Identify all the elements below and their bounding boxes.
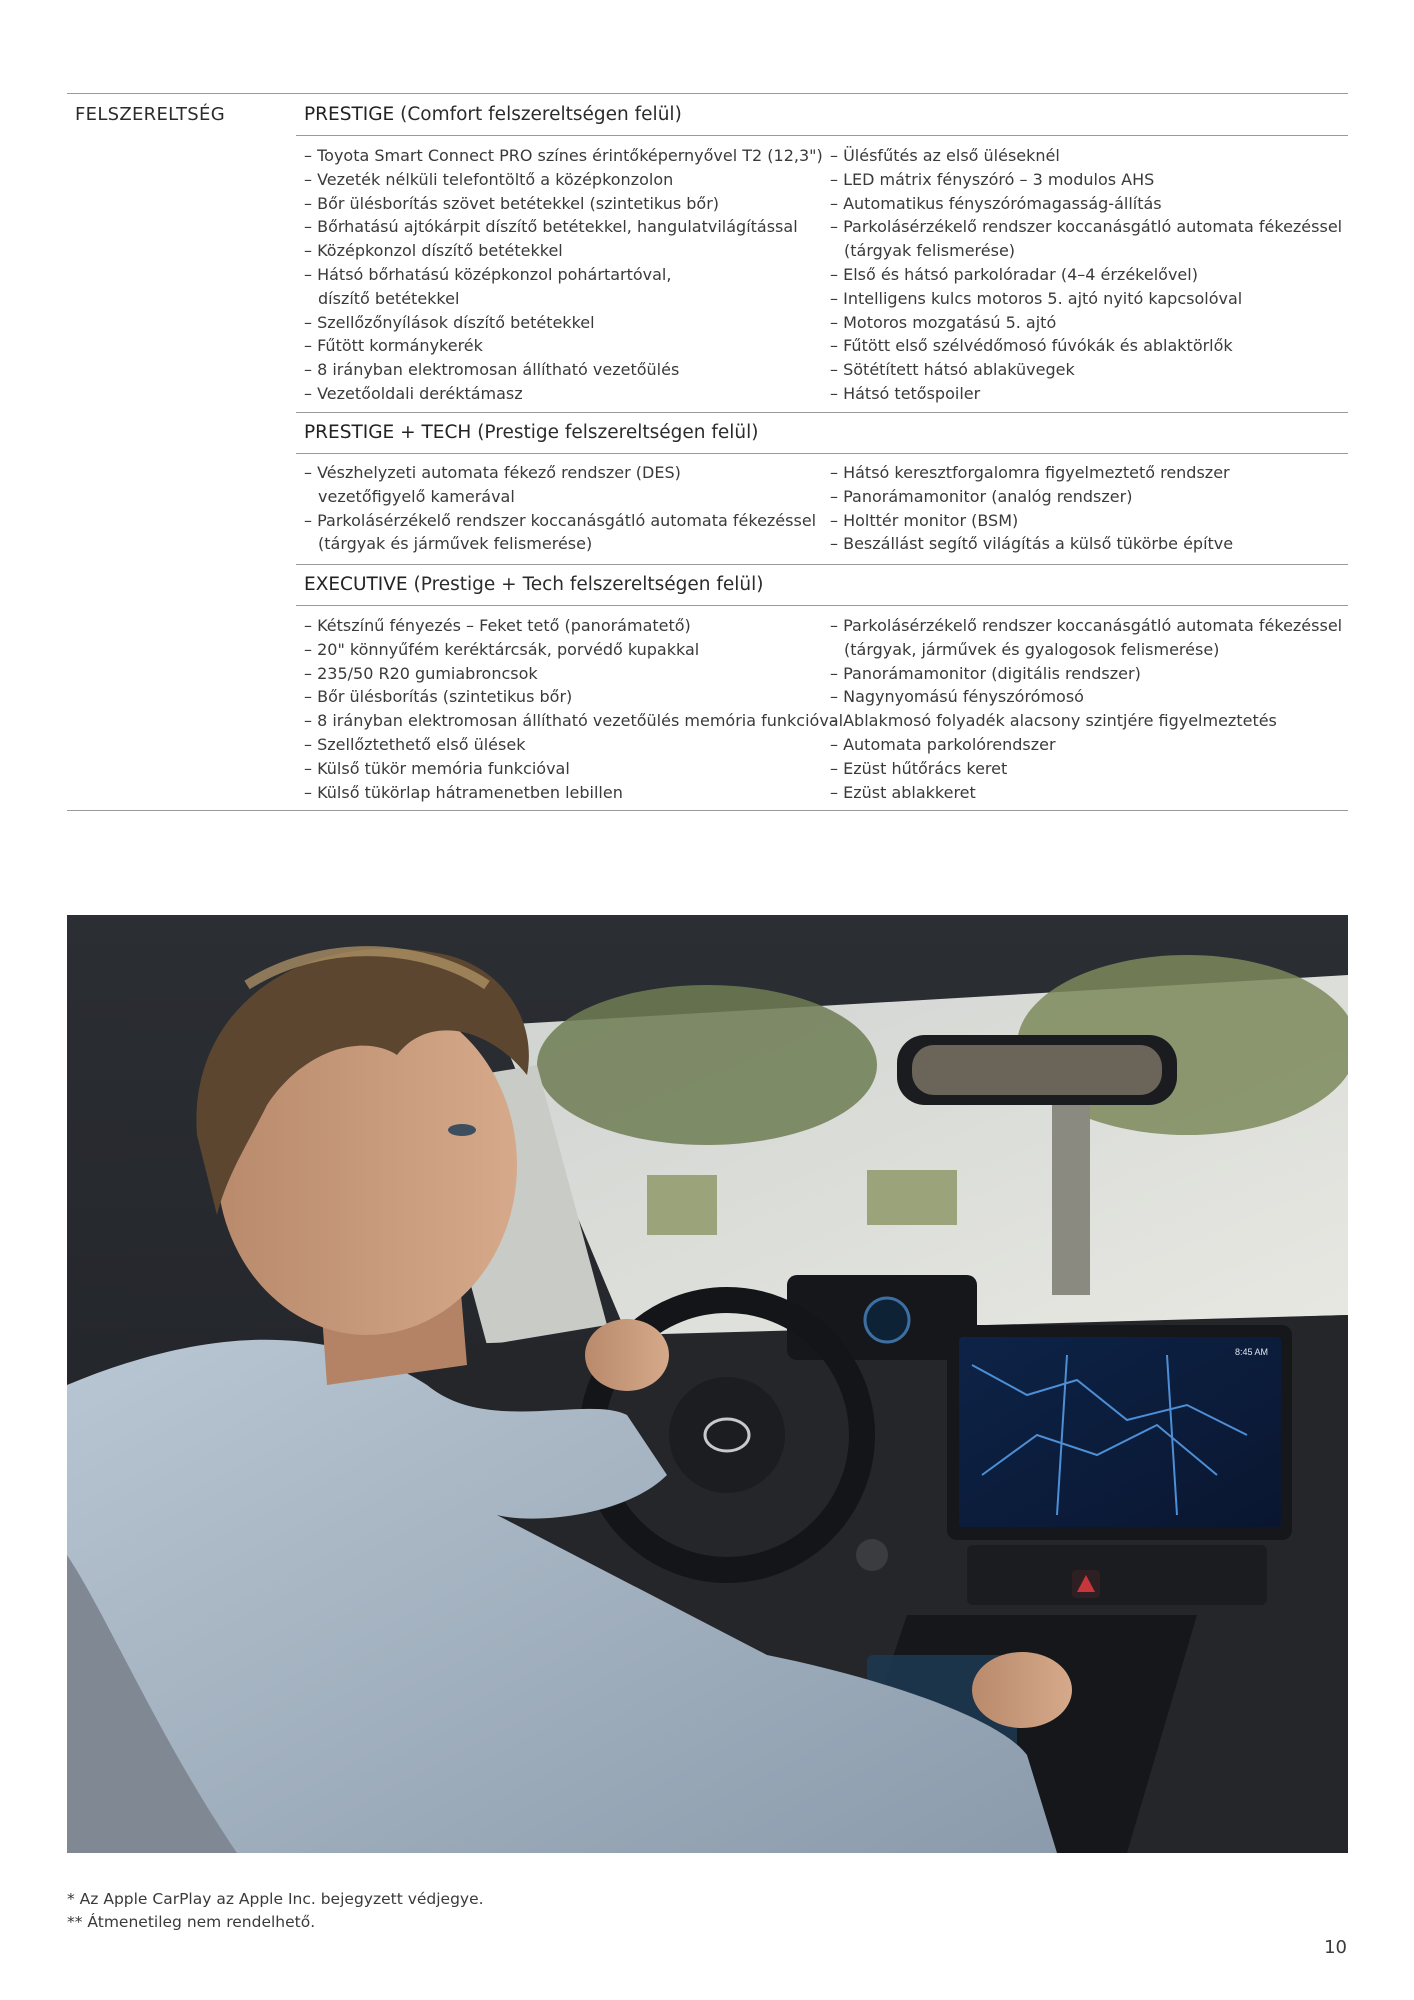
table-bottom-rule bbox=[67, 810, 1348, 811]
list-item: – Külső tükör memória funkcióval bbox=[304, 757, 843, 781]
screen-clock: 8:45 AM bbox=[1235, 1347, 1269, 1357]
list-item: – Fűtött kormánykerék bbox=[304, 334, 823, 358]
prestige-title: PRESTIGE bbox=[304, 104, 395, 125]
executive-heading-rule bbox=[296, 605, 1348, 606]
list-item: – Hátsó tetőspoiler bbox=[830, 382, 1342, 406]
prestige-tech-title: PRESTIGE + TECH bbox=[304, 422, 472, 443]
driver-hand-console bbox=[972, 1652, 1072, 1728]
list-item: – Vezeték nélküli telefontöltő a középkonzolon bbox=[304, 168, 823, 192]
list-item: – Vészhelyzeti automata fékező rendszer (DES) vezetőfigyelő kamerával bbox=[304, 461, 816, 509]
footnote-1: * Az Apple CarPlay az Apple Inc. bejegyzett védjegye. bbox=[67, 1890, 484, 1908]
list-item: – Intelligens kulcs motoros 5. ajtó nyitó kapcsolóval bbox=[830, 287, 1342, 311]
prestige-tech-right-list bbox=[830, 461, 1233, 556]
list-item: – Parkolásérzékelő rendszer koccanásgátló automata fékezéssel (tárgyak felismerése) bbox=[830, 215, 1342, 263]
prestige-tech-note: (Prestige felszereltségen felül) bbox=[477, 422, 759, 443]
tree-foliage bbox=[537, 985, 877, 1145]
prestige-tech-bottom-rule bbox=[296, 564, 1348, 565]
list-item: – Ezüst ablakkeret bbox=[830, 781, 1342, 805]
table-top-rule bbox=[67, 93, 1348, 94]
list-item: – Panorámamonitor (digitális rendszer) bbox=[830, 662, 1342, 686]
list-item: – Parkolásérzékelő rendszer koccanásgátló automata fékezéssel (tárgyak és járművek felismerése) bbox=[304, 509, 816, 557]
list-item: – Külső tükörlap hátramenetben lebillen bbox=[304, 781, 843, 805]
footnote-2: ** Átmenetileg nem rendelhető. bbox=[67, 1913, 316, 1931]
prestige-right-list bbox=[830, 144, 1342, 406]
list-item: – 235/50 R20 gumiabroncsok bbox=[304, 662, 843, 686]
list-item: – Nagynyomású fényszórómosó bbox=[830, 685, 1342, 709]
list-item: – LED mátrix fényszóró – 3 modulos AHS bbox=[830, 168, 1342, 192]
executive-note: (Prestige + Tech felszereltségen felül) bbox=[413, 574, 764, 595]
list-item: – 20" könnyűfém keréktárcsák, porvédő kupakkal bbox=[304, 638, 843, 662]
prestige-left-list bbox=[304, 144, 823, 406]
interior-photo bbox=[67, 915, 1348, 1853]
prestige-heading-rule bbox=[296, 135, 1348, 136]
list-item: – Szellőztethető első ülések bbox=[304, 733, 843, 757]
list-item: – Középkonzol díszítő betétekkel bbox=[304, 239, 823, 263]
list-item: – Vezetőoldali deréktámasz bbox=[304, 382, 823, 406]
prestige-tech-heading-rule bbox=[296, 453, 1348, 454]
list-item: – Toyota Smart Connect PRO színes érintőképernyővel T2 (12,3") bbox=[304, 144, 823, 168]
executive-left-list bbox=[304, 614, 843, 804]
list-item: – Bőr ülésborítás szövet betétekkel (szintetikus bőr) bbox=[304, 192, 823, 216]
list-item: – Holttér monitor (BSM) bbox=[830, 509, 1233, 533]
list-item: – Hátsó bőrhatású középkonzol pohártartóval, díszítő betétekkel bbox=[304, 263, 823, 311]
list-item: – 8 irányban elektromosan állítható vezetőülés bbox=[304, 358, 823, 382]
list-item: – Beszállást segítő világítás a külső tükörbe építve bbox=[830, 532, 1233, 556]
list-item: – Panorámamonitor (analóg rendszer) bbox=[830, 485, 1233, 509]
prestige-heading bbox=[304, 104, 682, 125]
list-item: – Fűtött első szélvédőmosó fúvókák és ablaktörlők bbox=[830, 334, 1342, 358]
prestige-note: (Comfort felszereltségen felül) bbox=[400, 104, 682, 125]
list-item: – Ülésfűtés az első üléseknél bbox=[830, 144, 1342, 168]
list-item: – Első és hátsó parkolóradar (4–4 érzékelővel) bbox=[830, 263, 1342, 287]
list-item: – Ablakmosó folyadék alacsony szintjére figyelmeztetés bbox=[830, 709, 1342, 733]
executive-right-list bbox=[830, 614, 1342, 804]
executive-title: EXECUTIVE bbox=[304, 574, 408, 595]
volume-knob bbox=[856, 1539, 888, 1571]
list-item: – Hátsó keresztforgalomra figyelmeztető rendszer bbox=[830, 461, 1233, 485]
driver-hand-wheel bbox=[585, 1319, 669, 1391]
executive-heading bbox=[304, 574, 764, 595]
list-item: – Motoros mozgatású 5. ajtó bbox=[830, 311, 1342, 335]
section-side-label: FELSZERELTSÉG bbox=[75, 104, 225, 125]
prestige-tech-left-list bbox=[304, 461, 816, 556]
page-number: 10 bbox=[1324, 1937, 1347, 1958]
list-item: – Parkolásérzékelő rendszer koccanásgátló automata fékezéssel (tárgyak, járművek és gyalogosok felismerése) bbox=[830, 614, 1342, 662]
prestige-tech-heading bbox=[304, 422, 758, 443]
list-item: – Szellőzőnyílások díszítő betétekkel bbox=[304, 311, 823, 335]
list-item: – Bőrhatású ajtókárpit díszítő betétekkel, hangulatvilágítással bbox=[304, 215, 823, 239]
prestige-bottom-rule bbox=[296, 412, 1348, 413]
infotainment-screen bbox=[959, 1337, 1281, 1527]
list-item: – Automatikus fényszórómagasság-állítás bbox=[830, 192, 1342, 216]
list-item: – Sötétített hátsó ablaküvegek bbox=[830, 358, 1342, 382]
list-item: – Ezüst hűtőrács keret bbox=[830, 757, 1342, 781]
list-item: – 8 irányban elektromosan állítható vezetőülés memória funkcióval bbox=[304, 709, 843, 733]
list-item: – Kétszínű fényezés – Feket tető (panorámatető) bbox=[304, 614, 843, 638]
list-item: – Bőr ülésborítás (szintetikus bőr) bbox=[304, 685, 843, 709]
interior-illustration bbox=[67, 915, 1348, 1853]
list-item: – Automata parkolórendszer bbox=[830, 733, 1342, 757]
